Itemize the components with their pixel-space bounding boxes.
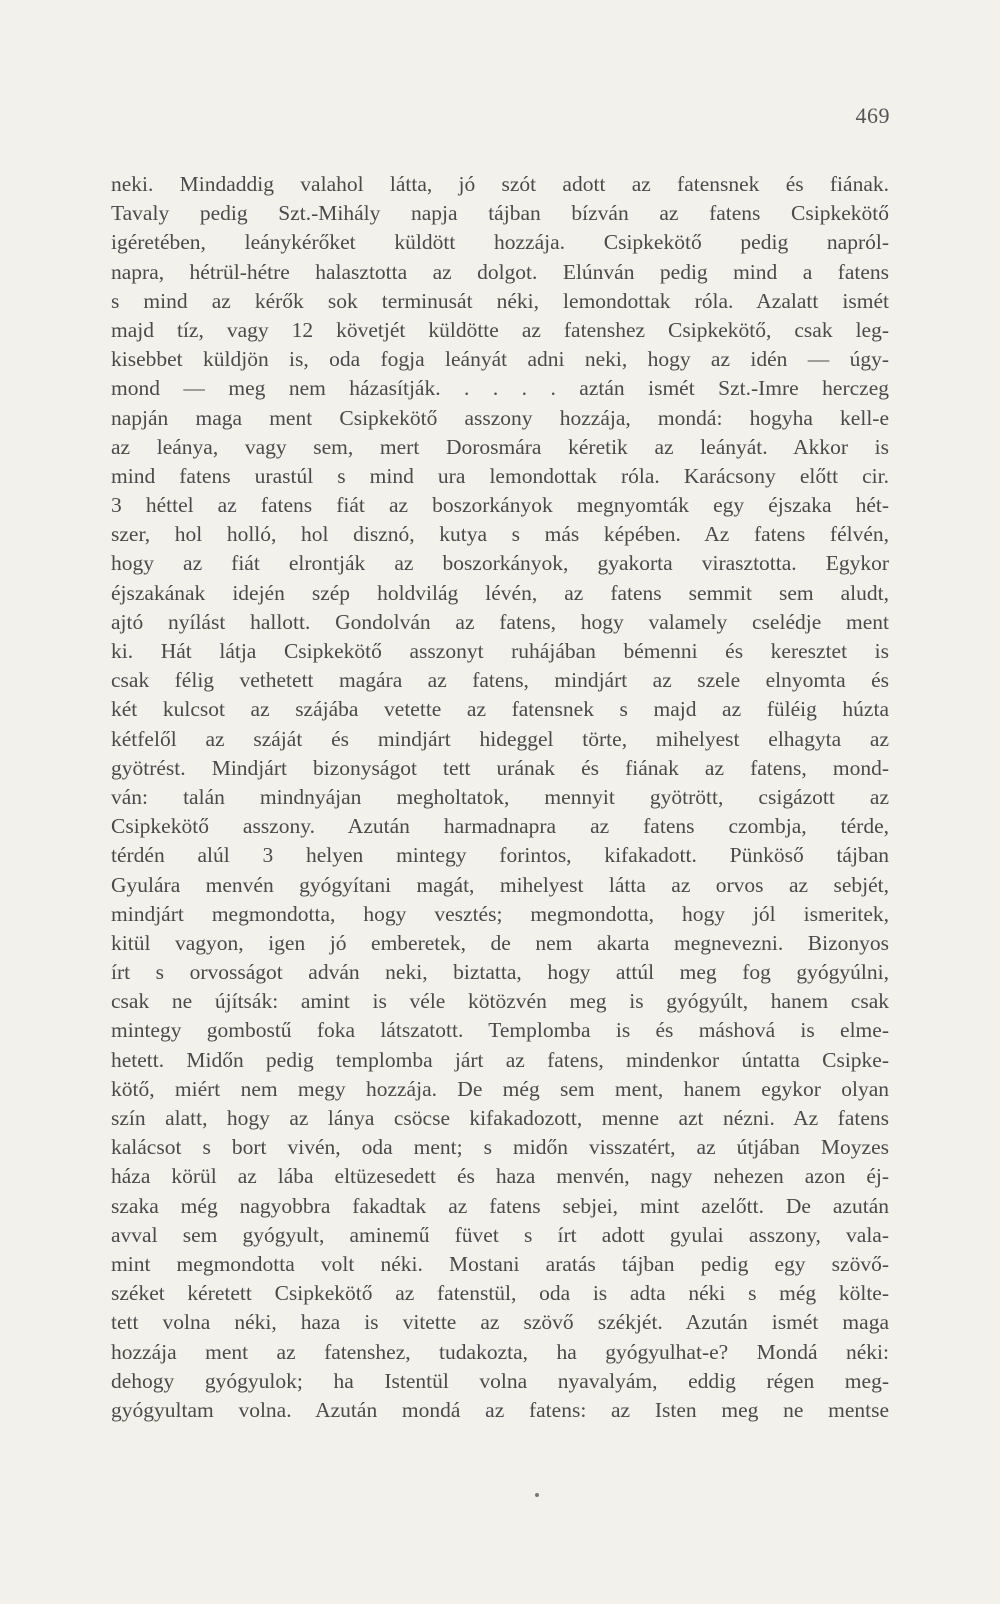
text-line: 3 héttel az fatens fiát az boszorkányok megnyomták egy éjszaka hét- — [111, 493, 889, 518]
text-line: ki. Hát látja Csipkekötő asszonyt ruhájában bémenni és keresztet is — [111, 639, 889, 663]
text-line: kötő, miért nem megy hozzája. De még sem ment, hanem egykor olyan — [111, 1076, 889, 1101]
text-line: dehogy gyógyulok; ha Istentül volna nyavalyám, eddig régen meg- — [111, 1368, 889, 1393]
text-line: éjszakának idején szép holdvilág lévén, az fatens semmit sem aludt, — [111, 580, 889, 605]
text-line: két kulcsot az szájába vetette az fatensnek s majd az füléig húzta — [111, 697, 889, 722]
text-line: háza körül az lába eltüzesedett és haza menvén, nagy nehezen azon éj- — [111, 1164, 889, 1189]
text-line: napján maga ment Csipkekötő asszony hozzája, mondá: hogyha kell-e — [111, 405, 889, 430]
text-line: kétfelől az száját és mindjárt hideggel törte, mihelyest elhagyta az — [111, 726, 889, 751]
text-line: Csipkekötő asszony. Azután harmadnapra az fatens czombja, térde, — [111, 814, 889, 839]
text-line: mint megmondotta volt néki. Mostani aratás tájban pedig egy szövő- — [111, 1251, 889, 1276]
paper-speck — [535, 1493, 539, 1497]
text-line: csak ne újítsák: amint is véle kötözvén meg is gyógyúlt, hanem csak — [111, 989, 889, 1014]
text-line: mindjárt megmondotta, hogy vesztés; megmondotta, hogy jól ismeritek, — [111, 901, 889, 926]
text-line: majd tíz, vagy 12 követjét küldötte az fatenshez Csipkekötő, csak leg- — [111, 317, 889, 342]
text-line: neki. Mindaddig valahol látta, jó szót adott az fatensnek és fiának. — [111, 172, 889, 196]
text-line: csak félig vethetett magára az fatens, mindjárt az szele elnyomta és — [111, 668, 889, 693]
text-line: mintegy gombostű foka látszatott. Templomba is és máshová is elme- — [111, 1018, 889, 1043]
page-number: 469 — [855, 103, 890, 128]
text-line: hetett. Midőn pedig templomba járt az fatens, mindenkor úntatta Csipke- — [111, 1047, 889, 1072]
text-line: ajtó nyílást hallott. Gondolván az fatens, hogy valamely cselédje ment — [111, 609, 889, 634]
text-line: avval sem gyógyult, aminemű füvet s írt adott gyulai asszony, vala- — [111, 1222, 889, 1247]
text-line: tett volna néki, haza is vitette az szövő székjét. Azután ismét maga — [111, 1310, 889, 1335]
text-line: napra, hétrül-hétre halasztotta az dolgot. Elúnván pedig mind a fatens — [111, 259, 889, 284]
text-line: mond — meg nem házasítják. . . . . aztán ismét Szt.-Imre herczeg — [111, 376, 889, 401]
text-line: térdén alúl 3 helyen mintegy forintos, kifakadott. Pünköső tájban — [111, 843, 889, 868]
text-line: kitül vagyon, igen jó emberetek, de nem akarta megnevezni. Bizonyos — [111, 930, 889, 955]
text-line: szaka még nagyobbra fakadtak az fatens sebjei, mint azelőtt. De azután — [111, 1193, 889, 1218]
text-line: hozzája ment az fatenshez, tudakozta, ha gyógyulhat-e? Mondá néki: — [111, 1339, 889, 1364]
text-line: gyötrést. Mindjárt bizonyságot tett urának és fiának az fatens, mond- — [111, 755, 889, 780]
text-line: kalácsot s bort vivén, oda ment; s midőn visszatért, az útjában Moyzes — [111, 1135, 889, 1160]
body-text — [111, 170, 889, 1425]
text-line: gyógyultam volna. Azután mondá az fatens: az Isten meg ne mentse — [111, 1397, 889, 1422]
text-line: Tavaly pedig Szt.-Mihály napja tájban bízván az fatens Csipkekötő — [111, 201, 889, 226]
text-line: szer, hol holló, hol disznó, kutya s más képében. Az fatens félvén, — [111, 522, 889, 547]
text-line: széket kéretett Csipkekötő az fatenstül, oda is adta néki s még költe- — [111, 1281, 889, 1306]
text-line: ván: talán mindnyájan megholtatok, mennyit gyötrött, csigázott az — [111, 784, 889, 809]
text-line: mind fatens urastúl s mind ura lemondottak róla. Karácsony előtt cir. — [111, 463, 889, 488]
text-line: igéretében, leánykérőket küldött hozzája. Csipkekötő pedig napról- — [111, 230, 889, 255]
text-line: s mind az kérők sok terminusát néki, lemondottak róla. Azalatt ismét — [111, 288, 889, 313]
text-line: szín alatt, hogy az lánya csöcse kifakadozott, menne azt nézni. Az fatens — [111, 1106, 889, 1130]
text-line: kisebbet küldjön is, oda fogja leányát adni neki, hogy az idén — úgy- — [111, 347, 889, 372]
text-line: az leánya, vagy sem, mert Dorosmára kéretik az leányát. Akkor is — [111, 434, 889, 459]
text-line: hogy az fiát elrontják az boszorkányok, gyakorta virasztotta. Egykor — [111, 551, 889, 576]
text-line: Gyulára menvén gyógyítani magát, mihelyest látta az orvos az sebjét, — [111, 872, 889, 897]
text-line: írt s orvosságot adván neki, biztatta, hogy attúl meg fog gyógyúlni, — [111, 960, 889, 985]
